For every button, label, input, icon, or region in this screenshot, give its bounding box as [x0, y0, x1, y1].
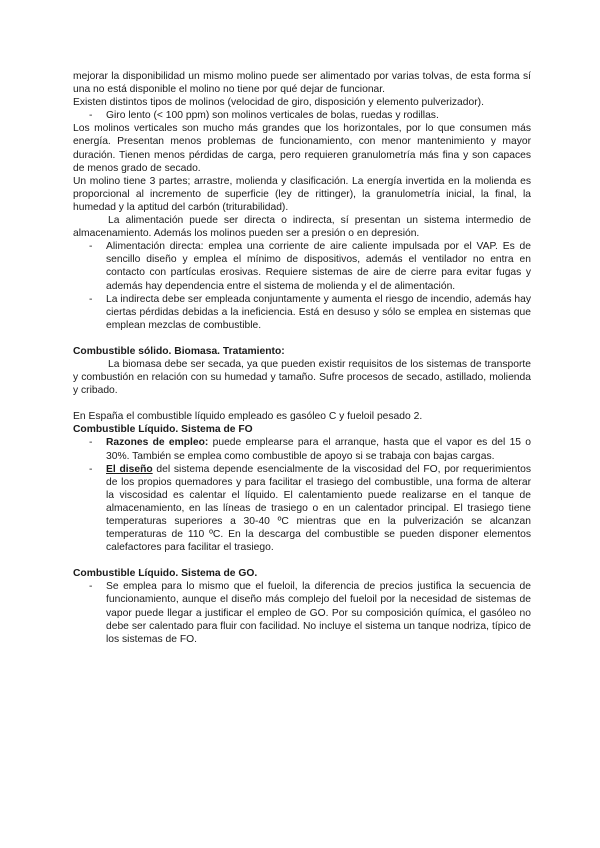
paragraph-espana: En España el combustible líquido empleado es gasóleo C y fueloil pesado 2. [73, 411, 423, 423]
spacer [73, 554, 531, 567]
paragraph-molinos-verticales: Los molinos verticales son mucho más grandes que los horizontales, por lo que consumen más energía. Presentan menos problemas de funcionamiento, con menor mantenimiento y mayor duración. Tienen menos pérdidas de carga, pero requieren granulometría más fina y son capaces de menos grado de secado. [73, 123, 531, 174]
heading-sistema-go: Combustible Líquido. Sistema de GO. [73, 568, 258, 580]
list-item-alimentacion-directa: - Alimentación directa: emplea una corriente de aire caliente impulsada por el VAP. Es de sencillo diseño y emplea el mínimo de dispositivos, además el ventilador no entra en contacto con partículas erosivas. Requiere sistemas de aire de cierre para evitar fugas y además hay dependencia entre el sistema de molienda y el de alimentación. [73, 240, 531, 292]
paragraph-alimentacion: La alimentación puede ser directa o indirecta, sí presentan un sistema intermedio de almacenamiento. Además los molinos pueden ser a presión o en depresión. [73, 215, 531, 240]
diseno-label: El diseño [106, 463, 153, 475]
list-giro [73, 109, 531, 122]
page-content [73, 70, 531, 646]
paragraph-tipos-molinos: Existen distintos tipos de molinos (velocidad de giro, disposición y elemento pulverizador). [73, 97, 484, 109]
spacer [73, 397, 531, 410]
list-item-alimentacion-indirecta: - La indirecta debe ser empleada conjuntamente y aumenta el riesgo de incendio, además hay ciertas pérdidas debidas a la ineficiencia. Está en desuso y sólo se emplea en sistemas que emplean mezclas de combustible. [73, 293, 531, 332]
heading-biomasa: Combustible sólido. Biomasa. Tratamiento: [73, 345, 285, 357]
spacer [73, 332, 531, 345]
paragraph-tolvas: mejorar la disponibilidad un mismo molino puede ser alimentado por varias tolvas, de esta forma sí una no está disponible el molino no tiene por qué dejar de funcionar. [73, 71, 531, 96]
heading-sistema-fo: Combustible Líquido. Sistema de FO [73, 424, 253, 436]
list-item-giro-lento: - Giro lento (< 100 ppm) son molinos verticales de bolas, ruedas y rodillas. [73, 109, 531, 122]
list-item-go: - Se emplea para lo mismo que el fueloil, la diferencia de precios justifica la secuencia de funcionamiento, aunque el diseño más complejo del fueloil por la necesidad de sistemas de vapor puede llegar a justificar el empleo de GO. Por su composición química, el gasóleo no debe ser calentado para fluir con facilidad. No incluye el sistema un tanque nodriza, típico de los sistemas de FO. [73, 580, 531, 645]
paragraph-biomasa: La biomasa debe ser secada, ya que pueden existir requisitos de los sistemas de transporte y combustión en relación con su humedad y tamaño. Sufre procesos de secado, astillado, molienda y cribado. [73, 358, 531, 397]
list-item-razones-empleo [73, 436, 531, 462]
razones-empleo-text: puede emplearse para el arranque, hasta que el vapor es del 15 o 30%. También se emplea como combustible de apoyo si se trabaja con bajas cargas. [106, 437, 532, 462]
diseno-text: del sistema depende esencialmente de la viscosidad del FO, por requerimientos de los propios quemadores y para facilitar el trasiego del combustible, una forma de alterar la viscosidad es calentar el líquido. El calentamiento puede realizarse en el tanque de almacenamiento, en las líneas de trasiego o en un calentador principal. El trasiego tiene temperaturas superiores a 30-40 ºC mientras que en la pulverización se alcanzan temperaturas de 110 ºC. En la descarga del combustible se pueden disponer elementos calefactores para facilitar el trasiego. [106, 463, 531, 554]
list-sistema-go [73, 580, 531, 645]
paragraph-partes-molino: Un molino tiene 3 partes; arrastre, molienda y clasificación. La energía invertida en la molienda es proporcional al incremento de superficie (ley de rittinger), la granulometría inicial, la final, la humedad y la aptitud del carbón (triturabilidad). [73, 175, 531, 213]
razones-empleo-label: Razones de empleo: [106, 437, 209, 449]
list-item-diseno [73, 463, 531, 555]
list-alimentacion [73, 240, 531, 332]
list-sistema-fo [73, 436, 531, 554]
